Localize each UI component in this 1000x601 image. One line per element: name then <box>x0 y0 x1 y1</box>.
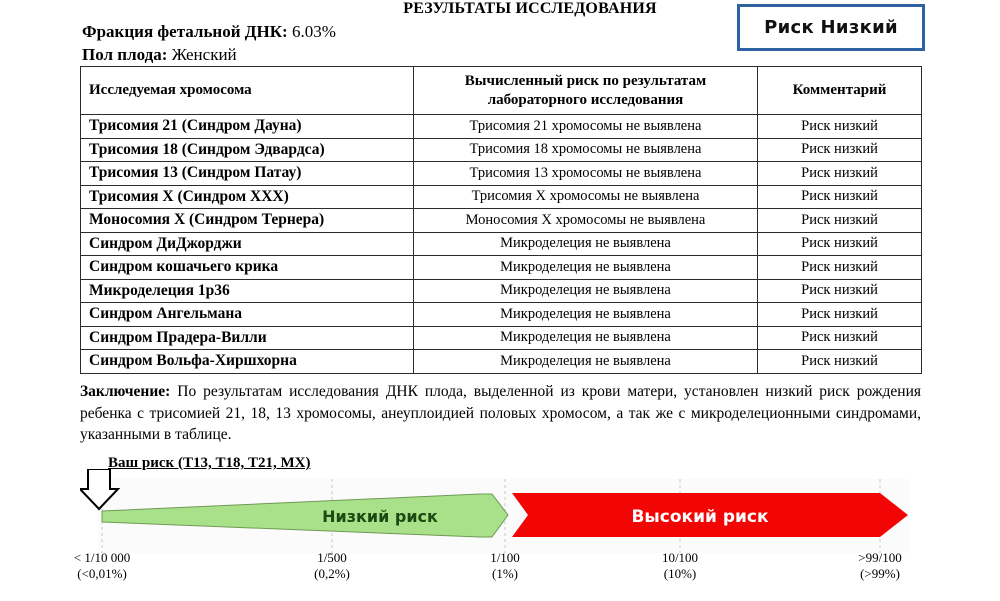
cell-chromosome: Микроделеция 1p36 <box>81 279 414 303</box>
table-row <box>81 185 922 209</box>
cell-chromosome: Синдром Ангельмана <box>81 303 414 327</box>
cell-result: Микроделеция не выявлена <box>414 256 758 280</box>
scale-tick-1 <box>272 550 392 582</box>
risk-status-badge <box>737 4 925 51</box>
fetal-fraction-label: Фракция фетальной ДНК: <box>82 22 288 41</box>
table-body <box>81 115 922 374</box>
cell-chromosome: Трисомия 21 (Синдром Дауна) <box>81 115 414 139</box>
cell-result: Трисомия 13 хромосомы не выявлена <box>414 162 758 186</box>
cell-comment: Риск низкий <box>758 232 922 256</box>
low-risk-band-label: Низкий риск <box>322 507 438 526</box>
scale-tick-2-fraction: 1/100 <box>490 550 520 565</box>
conclusion-paragraph <box>80 381 921 446</box>
cell-comment: Риск низкий <box>758 185 922 209</box>
cell-chromosome: Синдром Вольфа-Хиршхорна <box>81 350 414 374</box>
cell-result: Микроделеция не выявлена <box>414 350 758 374</box>
table-row <box>81 138 922 162</box>
page-title: РЕЗУЛЬТАТЫ ИССЛЕДОВАНИЯ <box>403 0 657 17</box>
scale-tick-4 <box>820 550 940 582</box>
cell-comment: Риск низкий <box>758 350 922 374</box>
fetal-sex-value: Женский <box>171 45 237 64</box>
cell-comment: Риск низкий <box>758 115 922 139</box>
risk-scale <box>73 455 940 595</box>
cell-comment: Риск низкий <box>758 256 922 280</box>
cell-result: Трисомия 21 хромосомы не выявлена <box>414 115 758 139</box>
column-header-comment: Комментарий <box>758 67 922 115</box>
table-row <box>81 162 922 186</box>
scale-tick-0 <box>42 550 162 582</box>
risk-scale-graphic <box>80 469 940 559</box>
scale-tick-3 <box>620 550 740 582</box>
conclusion-text: По результатам исследования ДНК плода, выделенной из крови матери, установлен низкий риск рождения ребенка с трисомией 21, 18, 13 хромосомы, анеуплоидией половых хромосом, а так же с микроделеционными синдромами, указанными в таблице. <box>80 383 921 443</box>
cell-result: Микроделеция не выявлена <box>414 326 758 350</box>
scale-tick-0-fraction: < 1/10 000 <box>73 550 131 565</box>
table-row <box>81 350 922 374</box>
scale-tick-2 <box>445 550 565 582</box>
cell-chromosome: Синдром ДиДжорджи <box>81 232 414 256</box>
cell-result: Микроделеция не выявлена <box>414 232 758 256</box>
column-header-chromosome: Исследуемая хромосома <box>81 67 414 115</box>
fetal-fraction-value: 6.03% <box>291 22 336 41</box>
table-row <box>81 279 922 303</box>
scale-tick-4-percent: (>99%) <box>860 566 900 581</box>
cell-chromosome: Трисомия Х (Синдром ХХХ) <box>81 185 414 209</box>
fetal-fraction-line <box>82 20 336 43</box>
cell-result: Моносомия Х хромосомы не выявлена <box>414 209 758 233</box>
table-row <box>81 256 922 280</box>
fetal-sex-line <box>82 43 336 66</box>
table-row <box>81 326 922 350</box>
table-row <box>81 232 922 256</box>
results-table <box>80 66 922 374</box>
table-row <box>81 115 922 139</box>
table-row <box>81 303 922 327</box>
scale-tick-3-percent: (10%) <box>663 566 697 581</box>
cell-chromosome: Моносомия Х (Синдром Тернера) <box>81 209 414 233</box>
cell-comment: Риск низкий <box>758 138 922 162</box>
cell-chromosome: Трисомия 13 (Синдром Патау) <box>81 162 414 186</box>
cell-chromosome: Синдром Прадера-Вилли <box>81 326 414 350</box>
fetal-summary <box>82 20 336 66</box>
high-risk-band-label: Высокий риск <box>631 507 769 527</box>
scale-tick-0-percent: (<0,01%) <box>77 566 127 581</box>
cell-result: Трисомия Х хромосомы не выявлена <box>414 185 758 209</box>
conclusion-lead: Заключение: <box>80 383 171 400</box>
table-header-row <box>81 67 922 115</box>
fetal-sex-label: Пол плода: <box>82 45 168 64</box>
cell-comment: Риск низкий <box>758 279 922 303</box>
risk-scale-caption: Ваш риск (Т13, Т18, Т21, МХ) <box>108 455 311 471</box>
scale-tick-1-percent: (0,2%) <box>314 566 350 581</box>
scale-tick-1-fraction: 1/500 <box>317 550 347 565</box>
cell-result: Микроделеция не выявлена <box>414 303 758 327</box>
table-row <box>81 209 922 233</box>
cell-comment: Риск низкий <box>758 303 922 327</box>
scale-tick-3-fraction: 10/100 <box>661 550 699 565</box>
scale-tick-4-fraction: >99/100 <box>858 550 902 565</box>
cell-comment: Риск низкий <box>758 326 922 350</box>
cell-chromosome: Синдром кошачьего крика <box>81 256 414 280</box>
cell-comment: Риск низкий <box>758 162 922 186</box>
risk-status-badge-label: Риск Низкий <box>764 17 898 38</box>
cell-result: Трисомия 18 хромосомы не выявлена <box>414 138 758 162</box>
cell-comment: Риск низкий <box>758 209 922 233</box>
scale-tick-2-percent: (1%) <box>492 566 518 581</box>
cell-chromosome: Трисомия 18 (Синдром Эдвардса) <box>81 138 414 162</box>
cell-result: Микроделеция не выявлена <box>414 279 758 303</box>
column-header-risk: Вычисленный риск по результатам лабораторного исследования <box>414 67 758 115</box>
